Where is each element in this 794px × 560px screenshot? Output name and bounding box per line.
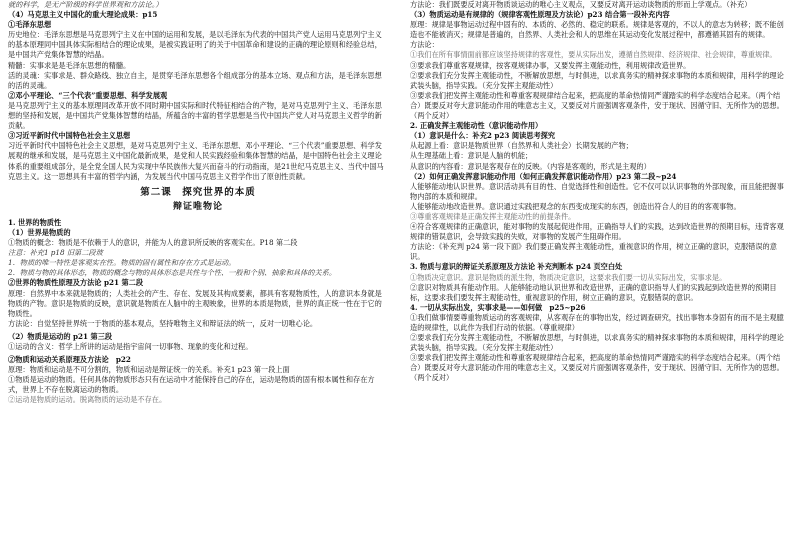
note-line: 1．物质的唯一特性是客观实在性。物质的固有属性和存在方式是运动。: [8, 258, 236, 268]
section-title: （4）马克思主义中国化的重大理论成果：p15: [8, 10, 158, 20]
lesson-title: 第二课 探究世界的本质: [140, 186, 256, 198]
subsection-title: ①毛泽东思想: [8, 20, 52, 30]
paragraph: ③尊重客观规律是正确发挥主观能动性的前提条件。: [410, 211, 576, 221]
paragraph: 原理：规律是事物运动过程中固有的、本质的、必然的、稳定的联系。规律是客观的，不以人的意志为转移；既不能创造也不能被消灭；规律是普遍的，自然界、人类社会和人的思维在其运动变化发展过程中，都遵循其固有的规律。: [410, 20, 784, 40]
paragraph: 从生理基础上看：意识是人脑的机能；: [410, 151, 533, 161]
paragraph: ①物质决定意识。意识是物质的派生物，物质决定意识，这要求我们要一切从实际出发，实事求是。: [410, 272, 727, 282]
paragraph: ②要求我们充分发挥主观能动性，不断解放思想，与时俱进，以求真务实的精神探求事物的本质和规律，用科学的理论武装头脑，指导实践。（充分发挥主观能动性）: [410, 70, 784, 90]
section-title: 4. 一切从实际出发，实事求是——如何做 p25~p26: [410, 302, 586, 312]
paragraph: ①运动的含义：哲学上所讲的运动是指宇宙间一切事物、现象的变化和过程。: [8, 342, 253, 351]
paragraph: 原理：自然界中本来就是物质的；人类社会的产生、存在、发展及其构成要素，都具有客观物质性，人的意识本身就是物质的产物。意识是物质的反映，意识就是物质在人脑中的主观映象，世界的本质是物质，世界的真正统一性在于它的物质性。: [8, 288, 382, 318]
paragraph: 人能够能动地认识世界。意识活动具有目的性、自觉选择性和创造性。它不仅可以认识事物的外部现象，而且能把握事物内部的本质和规律。: [410, 181, 784, 201]
note-line: 2．物质与物的具体形态，物质的概念与物的具体形态是共性与个性、一般和个别、抽象和具体的关系。: [8, 268, 337, 278]
paragraph: ②要求我们充分发挥主观能动性，不断解放思想，与时俱进，以求真务实的精神探求事物的本质和规律，用科学的理论武装头脑，指导实践。（充分发挥主观能动性）: [410, 333, 784, 353]
subsection-title: （1）意识是什么：补充2 p23 阅读思考探究: [410, 131, 556, 141]
paragraph: 习近平新时代中国特色社会主义思想，是对马克思列宁主义、毛泽东思想、邓小平理论、“三个代表”重要思想、科学发展观的继承和发展，是马克思主义中国化最新成果，是党和人民实践经验和集体智慧的结晶，是中国特色社会主义理论体系的重要组成部分，是全党全国人民为实现中华民族伟大复兴而奋斗的行动指南，是21世纪马克思主义、当代中国马克思主义。这一思想具有丰富的哲学内涵，为发展当代中国马克思主义哲学作出了原创性贡献。: [8, 141, 384, 181]
paragraph: 精髓：实事求是是毛泽东思想的精髓。: [8, 60, 131, 70]
paragraph: ①物质是运动的物质。任何具体的物质形态只有在运动中才能保持自己的存在，运动是物质的固有根本属性和存在方式，世界上不存在脱离运动的物质。: [8, 375, 375, 395]
paragraph: ②意识对物质具有能动作用。人能够能动地认识世界和改造世界，正确的意识指导人们的实践起到改造世界的预期目标，这要求我们要发挥主观能动性，重视意识的作用，树立正确的意识，克服错误的意识。: [410, 282, 777, 302]
paragraph: ④符合客观规律的正确意识，能对事物的发展起促进作用，正确指导人们的实践，达到改造世界的预期目标，违背客观规律的错误意识，会导致实践的失败，对事物的发展产生阻碍作用。: [410, 222, 784, 242]
paragraph: ③要求我们把发挥主观能动性和尊重客观规律结合起来，把高度的革命热情同严谨踏实的科学态度结合起来。（两个结合）既要反对夸大意识能动作用的唯意志主义，又要反对片面强调客观条件，安于现状、因循守旧、无所作为的思想。（两个反对）: [410, 90, 784, 121]
paragraph: 从意识的内容看：意识是客观存在的反映。（内容是客观的，形式是主观的）: [410, 161, 651, 171]
paragraph: 人能够能动地改造世界。意识通过实践把观念的东西变成现实的东西，创造出符合人的目的的客观事物。: [410, 201, 741, 211]
section-title: 1. 世界的物质性: [8, 217, 62, 227]
note-line: 注意：补充1 p18 旧第二段玻: [8, 248, 103, 258]
paragraph: 活的灵魂：实事求是、群众路线、独立自主，是贯穿毛泽东思想各个组成部分的基本立场、观点和方法，是毛泽东思想的活的灵魂。: [8, 70, 382, 90]
paragraph: ③要求我们把发挥主观能动性和尊重客观规律结合起来，把高度的革命热情同严谨踏实的科学态度结合起来。（两个结合）既要反对夸大意识能动作用的唯意志主义，又要反对片面强调客观条件，安于现状、因循守旧、无所作为的思想。（两个反对）: [410, 353, 784, 383]
subsection-title: （1）世界是物质的: [8, 227, 71, 237]
left-column: [8, 0, 388, 560]
paragraph: 方法论：我们既要反对离开物质谈运动的唯心主义观点，又要反对离开运动谈物质的形而上学观点。（补充）: [410, 0, 752, 9]
subsection-title: ②世界的物质性原理及方法论 p21 第二段: [8, 278, 144, 288]
subsection-title: （2）如何正确发挥意识能动作用（如何正确发挥意识能动作用）p23 第二段~p24: [410, 171, 677, 181]
paragraph: ②运动是物质的运动。脱离物质的运动是不存在。: [8, 395, 167, 405]
paragraph: 方法论：《补充判 p24 第一段下面》我们要正确发挥主观能动性，重视意识的作用，树立正确的意识，克服错误的意识。: [410, 242, 777, 262]
paragraph: ①我们做事情要尊重物质运动的客观规律，从客观存在的事物出发，经过调查研究，找出事物本身固有的而不是主观臆造的规律性，以此作为我们行动的依据。（尊重规律）: [410, 312, 784, 332]
paragraph: 方法论：: [410, 40, 439, 50]
subsection-title: ③习近平新时代中国特色社会主义思想: [8, 131, 131, 141]
subsection-title: ②邓小平理论、“三个代表”重要思想、科学发展观: [8, 90, 168, 100]
paragraph: 原理：物质和运动是不可分割的，物质和运动是辩证统一的关系。补充1 p23 第一段上面: [8, 365, 290, 375]
paragraph: ①物质的概念：物质是不依赖于人的意识，并能为人的意识所反映的客观实在。P18 第二段: [8, 238, 298, 248]
section-title: 3. 物质与意识的辩证关系原理及方法论 补充判断本 p24 页空白处: [410, 262, 623, 272]
paragraph: 历史地位：毛泽东思想是马克思列宁主义在中国的运用和发展，是以毛泽东为代表的中国共产党人运用马克思列宁主义的基本原理同中国具体实际相结合的理论成果，是被实践证明了的关于中国革命和建设的正确的理论原则和经验总结，是中国共产党集体智慧的结晶。: [8, 30, 382, 60]
paragraph: ①我们在所有事情面前都应该坚持规律的客观性，要从实际出发，遵循自然规律、经济规律、社会规律，尊重规律。: [410, 50, 777, 60]
paragraph: 是马克思列宁主义的基本原理同改革开放不同时期中国实际和时代特征相结合的产物，是对马克思列宁主义、毛泽东思想的坚持和发展，是中国共产党集体智慧的结晶，所蕴含的丰富的哲学思想是当代中国共产党人对马克思主义哲学的新贡献。: [8, 100, 382, 131]
right-column: [410, 0, 790, 560]
section-heading: 辩证唯物论: [172, 201, 223, 212]
paragraph: 从起源上看：意识是物质世界（自然界和人类社会）长期发展的产物；: [410, 141, 633, 151]
paragraph: ③要求我们尊重客观规律，按客观规律办事，又要发挥主观能动性，利用规律改造世界。: [410, 60, 691, 70]
intro-line: 就的科学，是无产阶级的科学世界观和方法论。）: [8, 0, 163, 9]
subsection-title: ②物质和运动关系原理及方法论 p22: [8, 355, 131, 365]
subsection-title: （2）物质是运动的 p21 第三段: [8, 331, 113, 341]
section-title: 2. 正确发挥主观能动性（意识能动作用）: [410, 121, 543, 131]
paragraph: 方法论：自觉坚持世界统一于物质的基本观点，坚持唯物主义和辩证法的统一，反对一切唯心论。: [8, 318, 318, 328]
section-title: （3）物质运动是有规律的（规律客观性原理及方法论）p23 结合第一段补充内容: [410, 10, 670, 20]
